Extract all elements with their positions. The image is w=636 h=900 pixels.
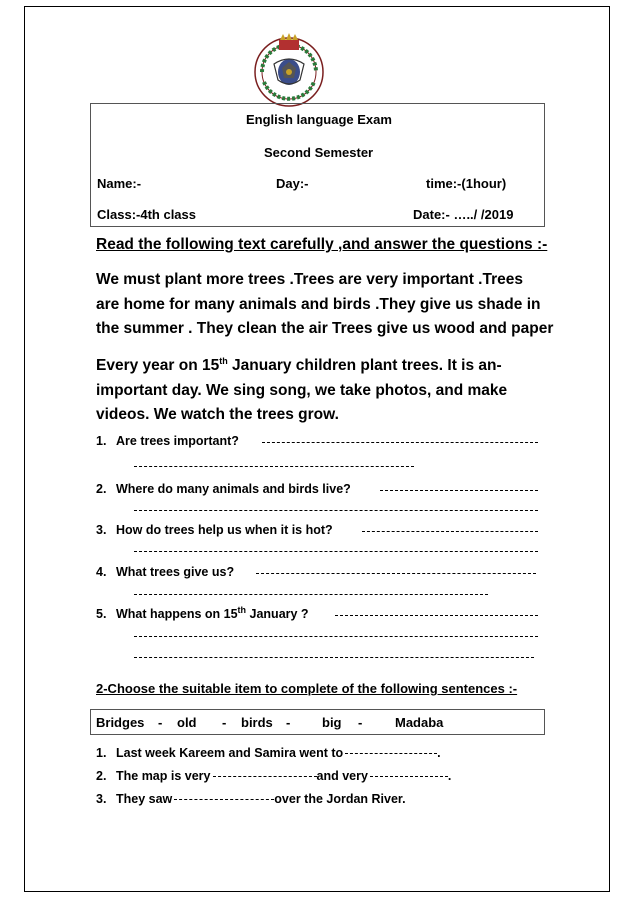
sentence-part: .: [437, 746, 441, 760]
answer-line[interactable]: [362, 531, 538, 532]
sentence-part: They saw: [116, 792, 173, 806]
word-bank-separator: -: [222, 715, 227, 730]
ordinal-suffix: th: [219, 355, 228, 366]
reading-instruction: Read the following text carefully ,and answer the questions :-: [96, 236, 548, 253]
question-text: Where do many animals and birds live?: [116, 482, 351, 496]
sentence-part: Last week Kareem and Samira went to: [116, 746, 344, 760]
word-bank-box: [90, 709, 545, 735]
sentence-part: and very: [316, 769, 368, 783]
sentence-text: [116, 746, 441, 760]
question-text: What trees give us?: [116, 565, 235, 579]
answer-line[interactable]: [134, 657, 534, 658]
reading-paragraph-1: [96, 268, 556, 342]
sentence-text: [116, 792, 406, 806]
question-number: 2.: [96, 482, 107, 496]
question-text: How do trees help us when it is hot?: [116, 523, 333, 537]
reading-paragraph-2: [96, 354, 556, 428]
word-bank-item: birds: [241, 715, 273, 730]
question-text: [116, 604, 309, 621]
sentence-part: The map is very: [116, 769, 211, 783]
answer-line[interactable]: [134, 551, 538, 552]
word-bank-item: Bridges: [96, 715, 145, 730]
class-label: Class:-4th class: [97, 207, 196, 222]
question-text: Are trees important?: [116, 434, 239, 448]
paragraph-text: Every year on 15: [96, 357, 220, 374]
time-label: time:-(1hour): [426, 176, 507, 191]
paragraph-line: important day. We sing song, we take photos, and make: [96, 381, 508, 399]
blank-line[interactable]: [213, 776, 317, 777]
word-bank-separator: -: [286, 715, 291, 730]
question-number: 3.: [96, 523, 107, 537]
question-number: 1.: [96, 434, 107, 448]
exam-header-box: [90, 103, 545, 227]
blank-line[interactable]: [345, 753, 437, 754]
question-text-part: What happens on 15: [116, 607, 238, 621]
answer-line[interactable]: [134, 510, 538, 511]
exam-title: English language Exam: [246, 112, 392, 127]
name-label: Name:-: [97, 176, 142, 191]
answer-line[interactable]: [380, 490, 538, 491]
ministry-seal-logo: [244, 32, 334, 108]
sentence-part: over the Jordan River.: [274, 792, 406, 806]
answer-line[interactable]: [134, 636, 538, 637]
date-label: Date:- …../ /2019: [413, 207, 514, 222]
paragraph-line: videos. We watch the trees grow.: [96, 406, 339, 423]
sentence-number: 2.: [96, 769, 107, 783]
day-label: Day:-: [276, 176, 309, 191]
question-number: 4.: [96, 565, 107, 579]
answer-line[interactable]: [335, 615, 538, 616]
paragraph-line: [96, 354, 556, 379]
blank-line[interactable]: [174, 799, 274, 800]
question-number: 5.: [96, 607, 107, 621]
answer-line[interactable]: [134, 466, 414, 467]
ordinal-suffix: th: [237, 604, 247, 615]
word-bank-separator: -: [358, 715, 363, 730]
word-bank-item: Madaba: [395, 715, 444, 730]
paragraph-line: the summer . They clean the air Trees give us wood and paper: [96, 320, 554, 337]
paragraph-line: We must plant more trees .Trees are very important .Trees: [96, 271, 523, 288]
word-bank-separator: -: [158, 715, 163, 730]
sentence-number: 1.: [96, 746, 107, 760]
paragraph-line: are home for many animals and birds .They give us shade in: [96, 295, 541, 313]
word-bank-item: old: [177, 715, 197, 730]
sentence-number: 3.: [96, 792, 107, 806]
blank-line[interactable]: [370, 776, 448, 777]
word-bank-item: big: [322, 715, 342, 730]
answer-line[interactable]: [256, 573, 536, 574]
answer-line[interactable]: [262, 442, 538, 443]
question-text-part: January ?: [246, 607, 309, 621]
exam-semester: Second Semester: [264, 145, 374, 160]
sentence-part: .: [447, 769, 452, 783]
answer-line[interactable]: [134, 594, 488, 595]
section-2-heading: 2-Choose the suitable item to complete of the following sentences :-: [96, 681, 518, 696]
paragraph-text: January children plant trees. It is an-: [227, 357, 502, 374]
sentence-text: [116, 769, 451, 783]
